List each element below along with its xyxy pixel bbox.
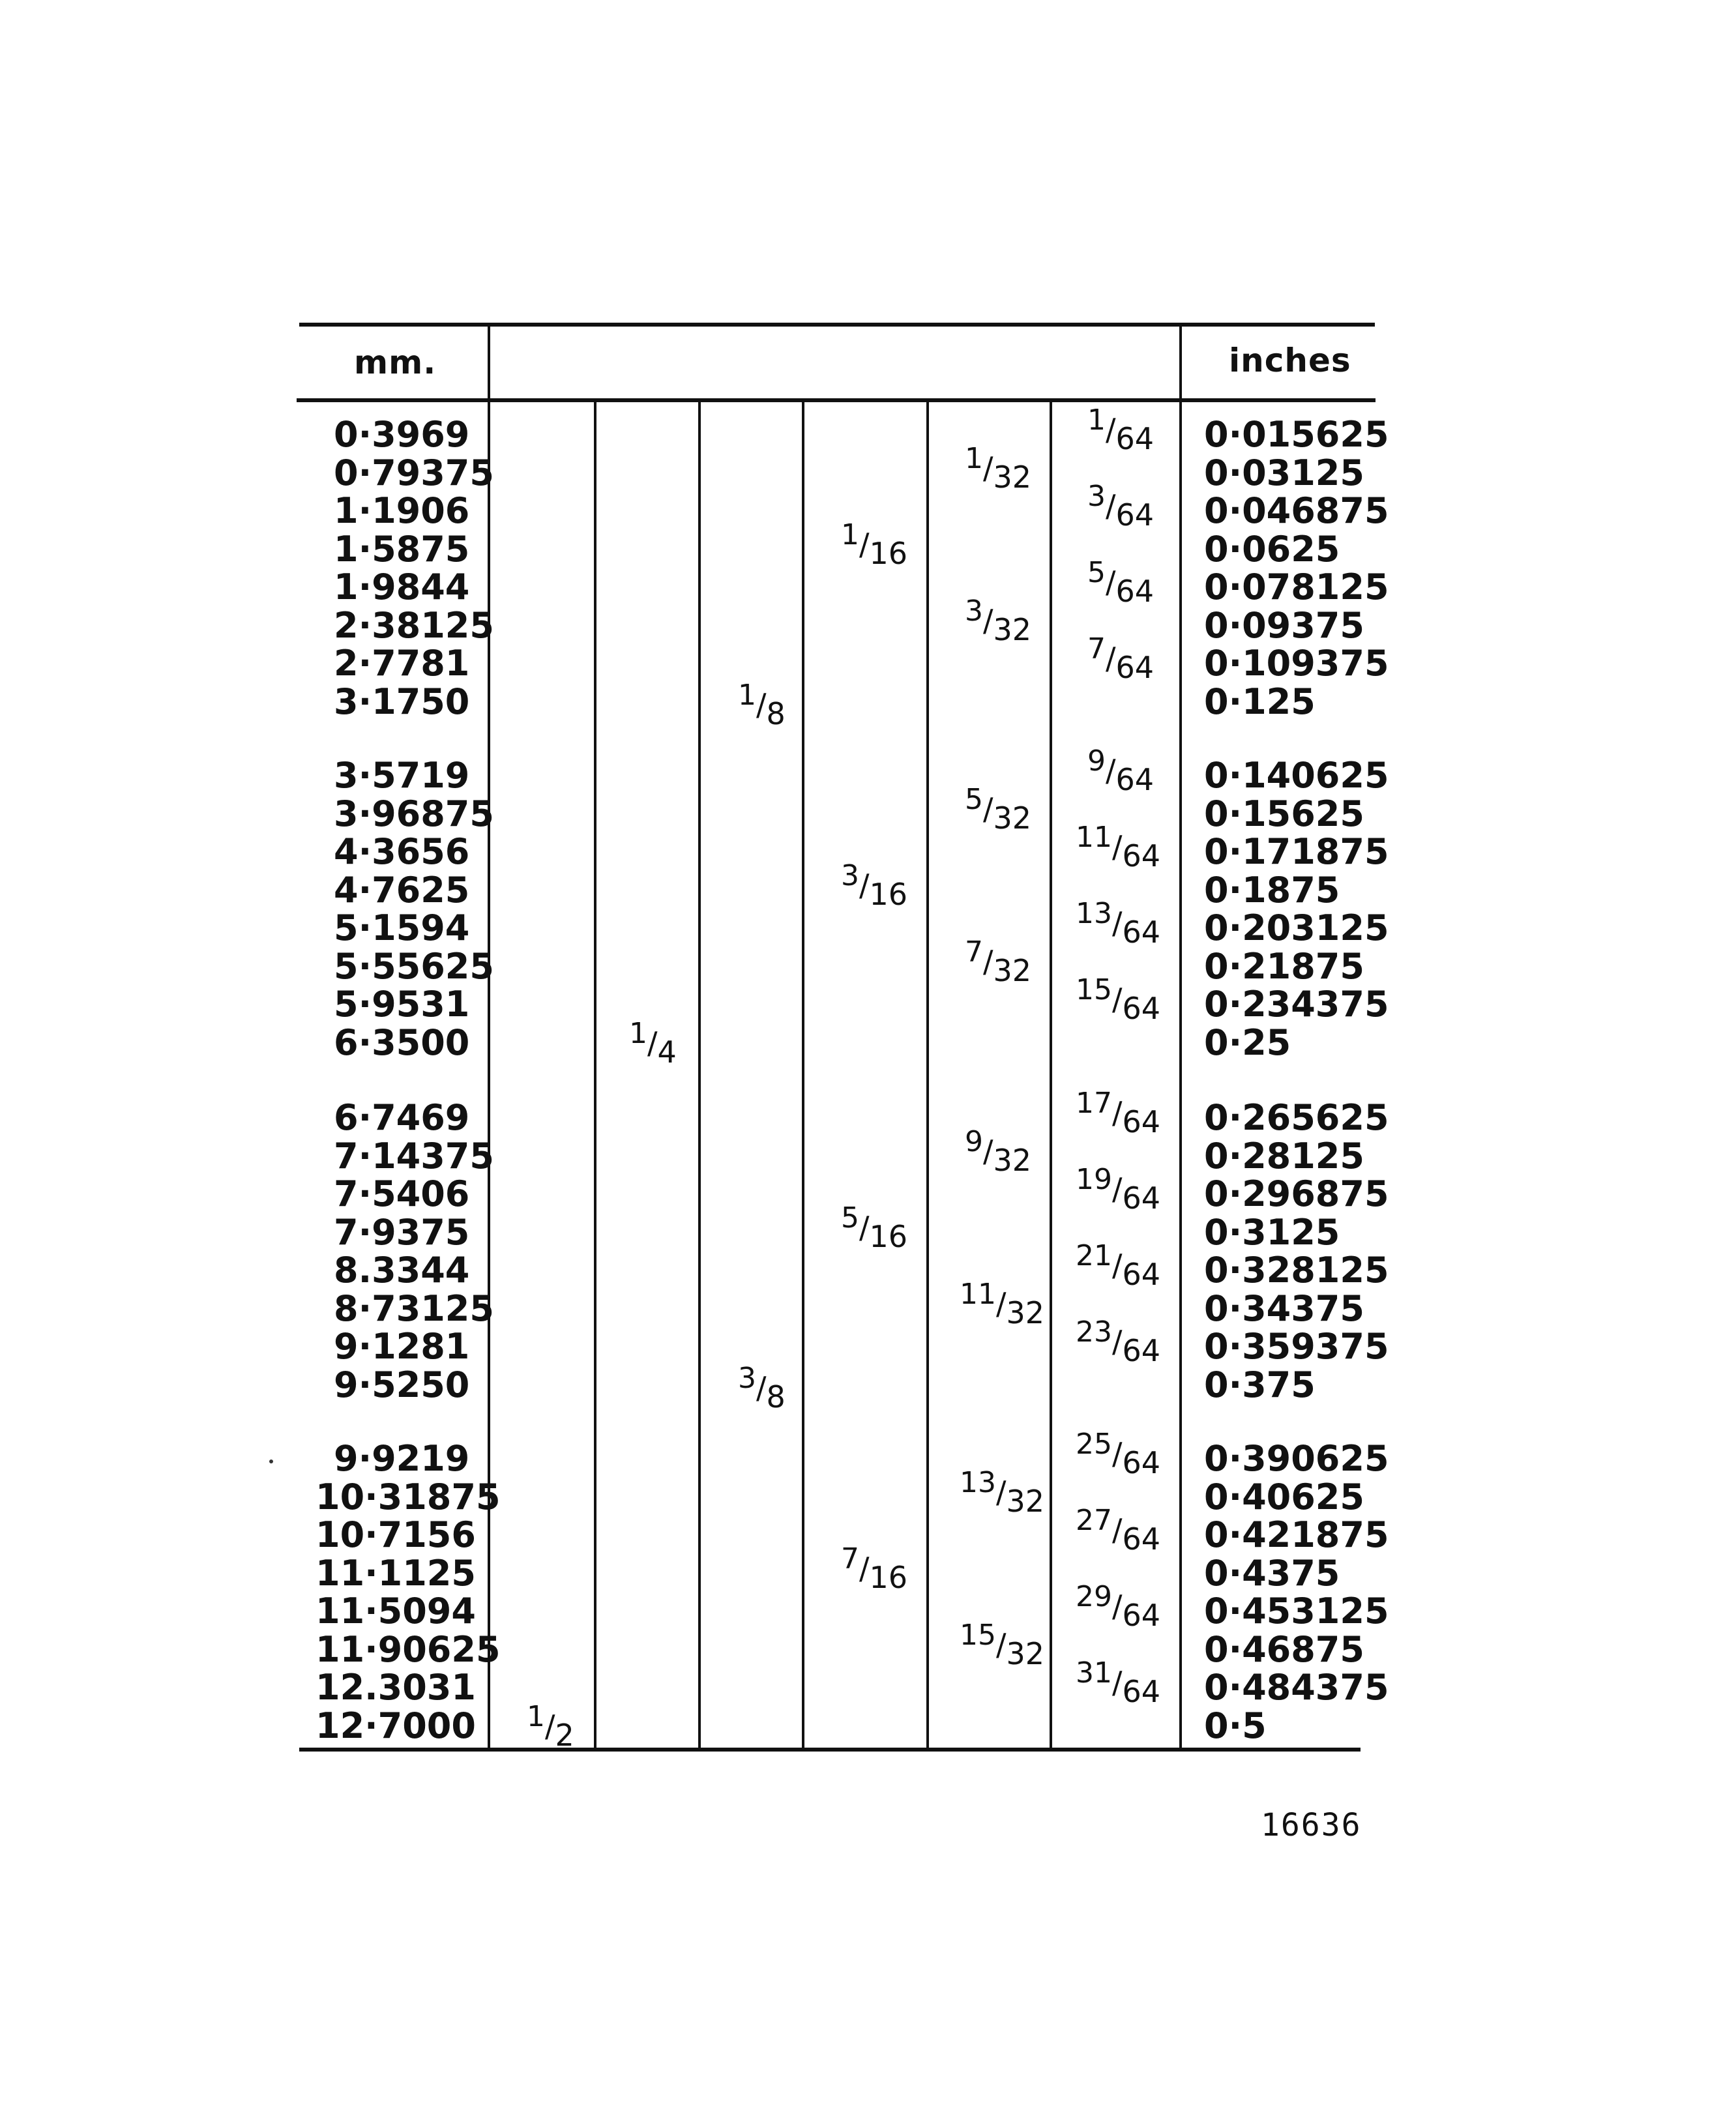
fraction-numerator: 5 bbox=[965, 782, 983, 816]
fraction-denominator: 64 bbox=[1122, 1181, 1161, 1216]
quarter-column-divider bbox=[698, 400, 701, 1752]
fraction-slash: / bbox=[756, 686, 767, 722]
fraction-slash: / bbox=[1112, 1095, 1123, 1130]
fraction-sixteenth-1-16 bbox=[841, 518, 908, 571]
fraction-denominator: 64 bbox=[1115, 574, 1155, 609]
fraction-numerator: 1 bbox=[527, 1699, 545, 1733]
fraction-denominator: 64 bbox=[1122, 1104, 1161, 1139]
fraction-thirtysecond-3-32 bbox=[965, 594, 1032, 647]
inch-value: 0·40625 bbox=[1204, 1476, 1364, 1518]
fraction-denominator: 64 bbox=[1122, 1521, 1161, 1557]
fraction-sixtyfourth-9-64 bbox=[1087, 744, 1155, 797]
mm-value: 11·5094 bbox=[316, 1591, 476, 1632]
mm-value: 3·96875 bbox=[334, 793, 494, 834]
fraction-sixteenth-5-16 bbox=[841, 1201, 908, 1254]
inch-value: 0·265625 bbox=[1204, 1097, 1389, 1138]
fraction-slash: / bbox=[996, 1285, 1007, 1321]
fraction-numerator: 31 bbox=[1076, 1656, 1112, 1690]
fraction-thirtysecond-7-32 bbox=[965, 935, 1032, 988]
fraction-denominator: 64 bbox=[1122, 991, 1161, 1026]
fraction-sixtyfourth-5-64 bbox=[1087, 556, 1155, 609]
fraction-numerator: 3 bbox=[965, 594, 983, 628]
inch-value: 0·21875 bbox=[1204, 945, 1364, 987]
fraction-slash: / bbox=[983, 791, 993, 827]
mm-column-divider bbox=[488, 323, 490, 1752]
fraction-slash: / bbox=[1106, 488, 1116, 523]
fraction-denominator: 32 bbox=[993, 952, 1032, 988]
fraction-numerator: 17 bbox=[1076, 1087, 1112, 1120]
mm-value: 2·7781 bbox=[334, 643, 470, 684]
fraction-denominator: 64 bbox=[1115, 762, 1155, 797]
mm-value: 6·3500 bbox=[334, 1021, 470, 1063]
half-column-divider bbox=[594, 400, 596, 1752]
fraction-denominator: 16 bbox=[869, 1559, 908, 1595]
fraction-denominator: 32 bbox=[1006, 1636, 1045, 1671]
fraction-thirtysecond-15-32 bbox=[960, 1618, 1045, 1671]
fraction-denominator: 32 bbox=[993, 611, 1032, 647]
fraction-denominator: 64 bbox=[1115, 497, 1155, 533]
fraction-denominator: 64 bbox=[1122, 838, 1161, 873]
mm-value: 1·9844 bbox=[334, 566, 470, 608]
mm-value: 3·1750 bbox=[334, 681, 470, 722]
mm-value: 9·9219 bbox=[334, 1438, 470, 1479]
fraction-numerator: 15 bbox=[1076, 973, 1112, 1006]
inch-value: 0·359375 bbox=[1204, 1326, 1389, 1367]
fraction-denominator: 32 bbox=[1006, 1295, 1045, 1330]
fraction-numerator: 25 bbox=[1076, 1428, 1112, 1461]
fraction-denominator: 64 bbox=[1115, 650, 1155, 685]
fraction-sixtyfourth-11-64 bbox=[1076, 821, 1161, 873]
inch-value: 0·125 bbox=[1204, 681, 1316, 722]
fraction-denominator: 64 bbox=[1122, 1674, 1161, 1709]
mm-value: 6·7469 bbox=[334, 1097, 470, 1138]
inch-value: 0·484375 bbox=[1204, 1667, 1389, 1708]
fraction-slash: / bbox=[996, 1626, 1007, 1662]
fraction-denominator: 16 bbox=[869, 876, 908, 912]
fraction-numerator: 27 bbox=[1076, 1504, 1112, 1537]
inch-value: 0·28125 bbox=[1204, 1135, 1364, 1177]
fraction-sixteenth-7-16 bbox=[841, 1542, 908, 1595]
fraction-slash: / bbox=[859, 867, 870, 903]
fraction-thirtysecond-9-32 bbox=[965, 1124, 1032, 1178]
inch-value: 0·4375 bbox=[1204, 1552, 1340, 1594]
fraction-slash: / bbox=[756, 1370, 767, 1405]
mm-value: 8.3344 bbox=[334, 1250, 470, 1291]
fraction-numerator: 11 bbox=[960, 1277, 996, 1311]
fraction-numerator: 23 bbox=[1076, 1315, 1112, 1349]
fraction-denominator: 8 bbox=[766, 696, 786, 731]
fraction-slash: / bbox=[1106, 565, 1116, 600]
inch-value: 0·09375 bbox=[1204, 604, 1364, 646]
fraction-numerator: 5 bbox=[1087, 556, 1106, 589]
fraction-sixtyfourth-17-64 bbox=[1076, 1087, 1161, 1139]
mm-value: 7·9375 bbox=[334, 1211, 470, 1253]
fraction-denominator: 8 bbox=[766, 1379, 786, 1415]
fraction-numerator: 1 bbox=[738, 678, 756, 712]
mm-value: 1·5875 bbox=[334, 528, 470, 570]
fraction-slash: / bbox=[1112, 1512, 1123, 1548]
fraction-denominator: 16 bbox=[869, 535, 908, 571]
fraction-numerator: 1 bbox=[629, 1016, 647, 1050]
mm-value: 1·1906 bbox=[334, 490, 470, 531]
fraction-numerator: 7 bbox=[965, 935, 983, 969]
fraction-slash: / bbox=[1112, 829, 1123, 864]
fraction-sixtyfourth-3-64 bbox=[1087, 480, 1155, 533]
fraction-numerator: 9 bbox=[965, 1124, 983, 1158]
fraction-denominator: 64 bbox=[1122, 1257, 1161, 1292]
inch-value: 0·234375 bbox=[1204, 984, 1389, 1025]
fraction-slash: / bbox=[859, 1209, 870, 1245]
fraction-denominator: 64 bbox=[1122, 1333, 1161, 1368]
fraction-slash: / bbox=[545, 1708, 555, 1744]
fraction-slash: / bbox=[1112, 1436, 1123, 1471]
sixteenth-column-divider bbox=[926, 400, 929, 1752]
fraction-numerator: 13 bbox=[960, 1465, 996, 1499]
inches-header: inches bbox=[1229, 342, 1351, 379]
mm-value: 12.3031 bbox=[316, 1667, 476, 1708]
fraction-slash: / bbox=[1112, 1665, 1123, 1700]
inches-column-divider bbox=[1179, 323, 1182, 1752]
inch-value: 0·15625 bbox=[1204, 793, 1364, 834]
inch-value: 0·296875 bbox=[1204, 1173, 1389, 1214]
mm-header: mm. bbox=[354, 344, 437, 381]
fraction-slash: / bbox=[983, 602, 993, 638]
fraction-quarter-1-4 bbox=[629, 1016, 677, 1070]
mm-value: 5·55625 bbox=[334, 945, 494, 987]
mm-value: 4·3656 bbox=[334, 831, 470, 872]
fraction-slash: / bbox=[983, 1133, 993, 1169]
mm-value: 0·79375 bbox=[334, 452, 494, 493]
inch-value: 0·46875 bbox=[1204, 1628, 1364, 1670]
table-bottom-rule bbox=[299, 1748, 1361, 1752]
fraction-numerator: 15 bbox=[960, 1618, 996, 1652]
mm-value: 12·7000 bbox=[316, 1705, 476, 1746]
fraction-numerator: 7 bbox=[1087, 632, 1106, 666]
fraction-sixtyfourth-31-64 bbox=[1076, 1656, 1161, 1709]
fraction-numerator: 19 bbox=[1076, 1163, 1112, 1196]
inch-value: 0·328125 bbox=[1204, 1250, 1389, 1291]
fraction-numerator: 1 bbox=[841, 518, 859, 551]
inch-value: 0·25 bbox=[1204, 1021, 1291, 1063]
mm-value: 3·5719 bbox=[334, 755, 470, 796]
inch-value: 0·375 bbox=[1204, 1364, 1316, 1405]
inch-value: 0·1875 bbox=[1204, 869, 1340, 911]
fraction-slash: / bbox=[859, 526, 870, 562]
fraction-thirtysecond-13-32 bbox=[960, 1465, 1045, 1519]
fraction-slash: / bbox=[983, 943, 993, 979]
fraction-sixtyfourth-7-64 bbox=[1087, 632, 1155, 685]
fraction-eighth-3-8 bbox=[738, 1361, 786, 1415]
fraction-sixtyfourth-21-64 bbox=[1076, 1239, 1161, 1292]
fraction-thirtysecond-5-32 bbox=[965, 782, 1032, 836]
fraction-denominator: 64 bbox=[1122, 1598, 1161, 1633]
fraction-numerator: 1 bbox=[1087, 403, 1106, 437]
inch-value: 0·015625 bbox=[1204, 414, 1389, 455]
inch-value: 0·390625 bbox=[1204, 1438, 1389, 1479]
mm-value: 9·5250 bbox=[334, 1364, 470, 1405]
fraction-slash: / bbox=[1106, 641, 1116, 676]
fraction-sixtyfourth-27-64 bbox=[1076, 1504, 1161, 1557]
inch-value: 0·03125 bbox=[1204, 452, 1364, 493]
fraction-slash: / bbox=[1112, 1171, 1123, 1207]
mm-value: 11·90625 bbox=[316, 1628, 501, 1670]
fraction-numerator: 3 bbox=[738, 1361, 756, 1395]
mm-value: 4·7625 bbox=[334, 869, 470, 911]
mm-value: 10·7156 bbox=[316, 1514, 476, 1555]
inch-value: 0·0625 bbox=[1204, 528, 1340, 570]
fraction-numerator: 11 bbox=[1076, 821, 1112, 854]
fraction-sixtyfourth-23-64 bbox=[1076, 1315, 1161, 1368]
inch-value: 0·5 bbox=[1204, 1705, 1267, 1746]
fraction-sixtyfourth-15-64 bbox=[1076, 973, 1161, 1026]
mm-value: 2·38125 bbox=[334, 604, 494, 646]
inch-value: 0·046875 bbox=[1204, 490, 1389, 531]
inch-value: 0·203125 bbox=[1204, 907, 1389, 948]
fraction-denominator: 64 bbox=[1122, 1445, 1161, 1480]
thirtysecond-column-divider bbox=[1050, 400, 1052, 1752]
inch-value: 0·078125 bbox=[1204, 566, 1389, 608]
fraction-sixtyfourth-29-64 bbox=[1076, 1580, 1161, 1633]
fraction-sixtyfourth-1-64 bbox=[1087, 403, 1155, 456]
table-top-rule bbox=[299, 323, 1375, 327]
fraction-numerator: 3 bbox=[1087, 480, 1106, 513]
scan-speck bbox=[269, 1460, 273, 1463]
fraction-denominator: 32 bbox=[1006, 1483, 1045, 1519]
fraction-denominator: 2 bbox=[555, 1717, 574, 1753]
mm-value: 7·5406 bbox=[334, 1173, 470, 1214]
mm-value: 8·73125 bbox=[334, 1287, 494, 1329]
mm-value: 10·31875 bbox=[316, 1476, 501, 1518]
fraction-halve-1-2 bbox=[527, 1699, 574, 1753]
fraction-sixtyfourth-25-64 bbox=[1076, 1428, 1161, 1480]
inch-value: 0·34375 bbox=[1204, 1287, 1364, 1329]
fraction-denominator: 32 bbox=[993, 459, 1032, 495]
fraction-sixtyfourth-13-64 bbox=[1076, 897, 1161, 950]
fraction-numerator: 21 bbox=[1076, 1239, 1112, 1272]
inch-value: 0·3125 bbox=[1204, 1211, 1340, 1253]
mm-value: 11·1125 bbox=[316, 1552, 476, 1594]
fraction-denominator: 32 bbox=[993, 800, 1032, 836]
inch-value: 0·453125 bbox=[1204, 1591, 1389, 1632]
fraction-numerator: 9 bbox=[1087, 744, 1106, 778]
fraction-denominator: 32 bbox=[993, 1142, 1032, 1178]
fraction-slash: / bbox=[1106, 412, 1116, 447]
fraction-denominator: 16 bbox=[869, 1218, 908, 1254]
fraction-slash: / bbox=[996, 1474, 1007, 1510]
fraction-slash: / bbox=[647, 1025, 658, 1061]
fraction-numerator: 7 bbox=[841, 1542, 859, 1576]
mm-value: 5·1594 bbox=[334, 907, 470, 948]
inch-value: 0·109375 bbox=[1204, 643, 1389, 684]
fraction-slash: / bbox=[1112, 1324, 1123, 1359]
figure-number: 16636 bbox=[1261, 1807, 1362, 1843]
eighth-column-divider bbox=[802, 400, 804, 1752]
inch-value: 0·171875 bbox=[1204, 831, 1389, 872]
fraction-numerator: 1 bbox=[965, 441, 983, 475]
fraction-sixteenth-3-16 bbox=[841, 858, 908, 912]
fraction-thirtysecond-1-32 bbox=[965, 441, 1032, 495]
inch-value: 0·421875 bbox=[1204, 1514, 1389, 1555]
mm-value: 7·14375 bbox=[334, 1135, 494, 1177]
mm-value: 9·1281 bbox=[334, 1326, 470, 1367]
fraction-thirtysecond-11-32 bbox=[960, 1277, 1045, 1330]
fraction-denominator: 64 bbox=[1122, 915, 1161, 950]
fraction-slash: / bbox=[983, 450, 993, 486]
header-bottom-rule bbox=[297, 398, 1376, 402]
fraction-slash: / bbox=[1106, 753, 1116, 788]
fraction-slash: / bbox=[1112, 982, 1123, 1017]
mm-value: 0·3969 bbox=[334, 414, 470, 455]
fraction-eighth-1-8 bbox=[738, 678, 786, 731]
fraction-slash: / bbox=[1112, 905, 1123, 941]
fraction-numerator: 29 bbox=[1076, 1580, 1112, 1613]
fraction-slash: / bbox=[859, 1550, 870, 1586]
fraction-slash: / bbox=[1112, 1248, 1123, 1283]
fraction-numerator: 3 bbox=[841, 858, 859, 892]
inch-value: 0·140625 bbox=[1204, 755, 1389, 796]
fraction-denominator: 64 bbox=[1115, 421, 1155, 456]
fraction-sixtyfourth-19-64 bbox=[1076, 1163, 1161, 1216]
fraction-slash: / bbox=[1112, 1589, 1123, 1624]
mm-value: 5·9531 bbox=[334, 984, 470, 1025]
fraction-numerator: 13 bbox=[1076, 897, 1112, 930]
fraction-numerator: 5 bbox=[841, 1201, 859, 1235]
fraction-denominator: 4 bbox=[657, 1034, 677, 1070]
